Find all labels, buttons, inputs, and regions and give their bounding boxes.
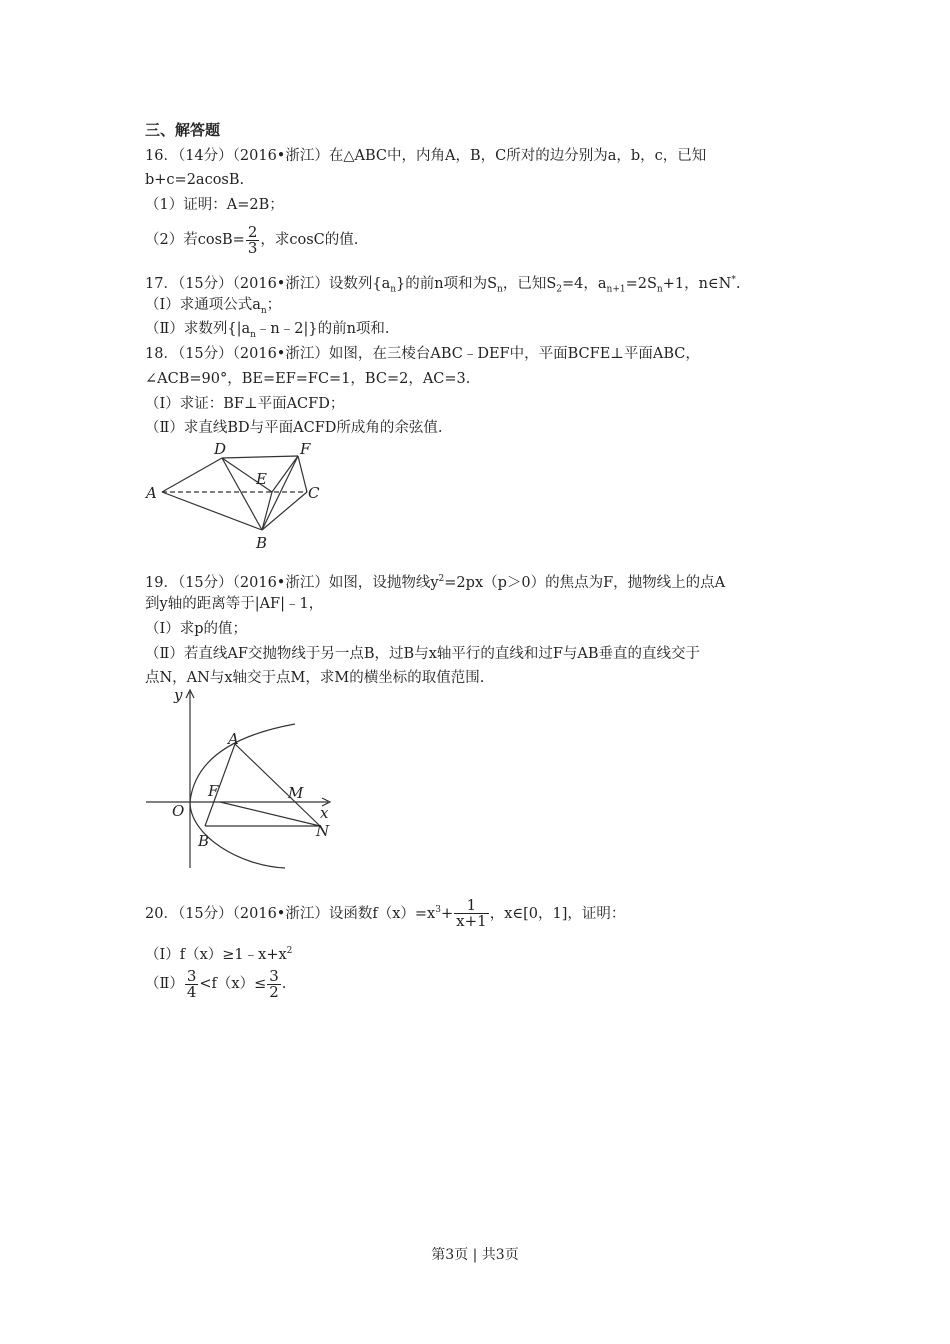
q17-text: =4，a — [562, 275, 607, 292]
superscript: 3 — [435, 905, 441, 915]
q16-part1: （1）证明：A=2B； — [145, 197, 284, 213]
q17-text: ，已知S — [502, 275, 557, 292]
q18-line1: 18．（15分）（2016•浙江）如图，在三棱台ABC﹣DEF中，平面BCFE⊥平面ABC， — [145, 346, 700, 362]
label-D: D — [214, 440, 227, 458]
superscript: 2 — [286, 946, 293, 956]
superscript: 2 — [438, 574, 445, 584]
q18-part1: （Ⅰ）求证：BF⊥平面ACFD； — [145, 396, 345, 412]
label-C: C — [308, 484, 320, 502]
q17-text: （Ⅱ）求数列{|a — [145, 321, 251, 337]
label-N: N — [316, 822, 330, 840]
fraction-numerator: 3 — [186, 966, 197, 985]
q19-text: =2px（p＞0）的焦点为F，抛物线上的点A — [444, 574, 726, 591]
q17-text: +1，n∈N — [662, 275, 732, 292]
q17-text: 17．（15分）（2016•浙江）设数列{a — [145, 275, 391, 292]
label-A: A — [146, 484, 157, 502]
fraction-numerator: 3 — [269, 966, 279, 985]
label-F: F — [208, 782, 219, 800]
fraction-numerator: 1 — [454, 898, 489, 914]
q16-part2-pre: （2）若cosB= — [145, 232, 245, 248]
fraction-denominator: 2 — [269, 982, 279, 1001]
q16-part2-post: ，求cosC的值. — [260, 232, 359, 248]
fraction-denominator: 3 — [247, 238, 258, 257]
q18-part2: （Ⅱ）求直线BD与平面ACFD所成角的余弦值. — [145, 420, 443, 436]
q17-text: ﹣n﹣2|}的前n项和. — [255, 321, 390, 337]
frustum-figure — [140, 436, 340, 554]
subscript: n+1 — [606, 284, 626, 295]
q19-part1: （Ⅰ）求p的值； — [145, 621, 248, 637]
label-O: O — [172, 802, 185, 820]
q16-part2 — [145, 220, 358, 260]
fraction — [454, 898, 489, 929]
q19-part2-line2: 点N，AN与x轴交于点M，求M的横坐标的取值范围. — [145, 670, 485, 686]
page-footer: 第3页 | 共3页 — [431, 1247, 519, 1263]
q19-line2: 到y轴的距离等于|AF|﹣1， — [145, 596, 324, 612]
fraction-numerator: 2 — [247, 222, 258, 241]
label-y: y — [174, 686, 183, 704]
fraction-denominator: x+1 — [456, 912, 487, 931]
q17-text: . — [735, 275, 741, 292]
q20-text: 20．（15分）（2016•浙江）设函数f（x）=x — [145, 905, 436, 922]
q17-text: }的前n项和为S — [396, 275, 498, 292]
subscript: n — [390, 284, 397, 295]
q20-part2 — [145, 964, 286, 1004]
q18-line2: ∠ACB=90°，BE=EF=FC=1，BC=2，AC=3. — [145, 371, 471, 387]
q20-text: + — [440, 905, 454, 922]
label-A: A — [228, 730, 239, 748]
q20-text: （Ⅰ）f（x）≥1﹣x+x — [145, 946, 287, 963]
q20-part1 — [145, 941, 292, 965]
q17-text: （Ⅰ）求通项公式a — [145, 297, 261, 313]
q17-text: =2S — [625, 275, 657, 292]
label-M: M — [288, 784, 304, 802]
q19-part2-line1: （Ⅱ）若直线AF交抛物线于另一点B，过B与x轴平行的直线和过F与AB垂直的直线交于 — [145, 646, 701, 662]
q20-text: . — [281, 976, 287, 992]
q20-text: ，x∈[0，1]，证明： — [489, 905, 626, 922]
q20-line1 — [145, 890, 625, 934]
section-title: 三、解答题 — [145, 121, 221, 139]
label-x: x — [320, 804, 329, 822]
label-F: F — [300, 440, 311, 458]
label-B: B — [198, 832, 210, 850]
q17-part1 — [145, 295, 281, 321]
q20-text: <f（x）≤ — [199, 976, 267, 992]
subscript: n — [260, 305, 267, 316]
q17-part2 — [145, 319, 390, 345]
subscript: n — [250, 329, 256, 340]
parabola-figure — [140, 686, 350, 876]
q20-text: （Ⅱ） — [145, 976, 184, 992]
q17-text: ； — [266, 297, 282, 313]
subscript: 2 — [556, 284, 562, 295]
q19-line1 — [145, 569, 725, 593]
q16-line2: b+c=2acosB. — [145, 172, 245, 188]
subscript: n — [656, 284, 663, 295]
q16-line1: 16．（14分）（2016•浙江）在△ABC中，内角A，B，C所对的边分别为a，b，c，已知 — [145, 148, 707, 164]
fraction-denominator: 4 — [186, 982, 197, 1001]
fraction — [267, 966, 281, 1001]
label-E: E — [256, 470, 267, 488]
fraction — [185, 966, 199, 1001]
label-B: B — [256, 534, 268, 552]
fraction — [246, 222, 260, 257]
q19-text: 19．（15分）（2016•浙江）如图，设抛物线y — [145, 574, 439, 591]
subscript: n — [497, 284, 503, 295]
superscript: * — [731, 275, 736, 285]
